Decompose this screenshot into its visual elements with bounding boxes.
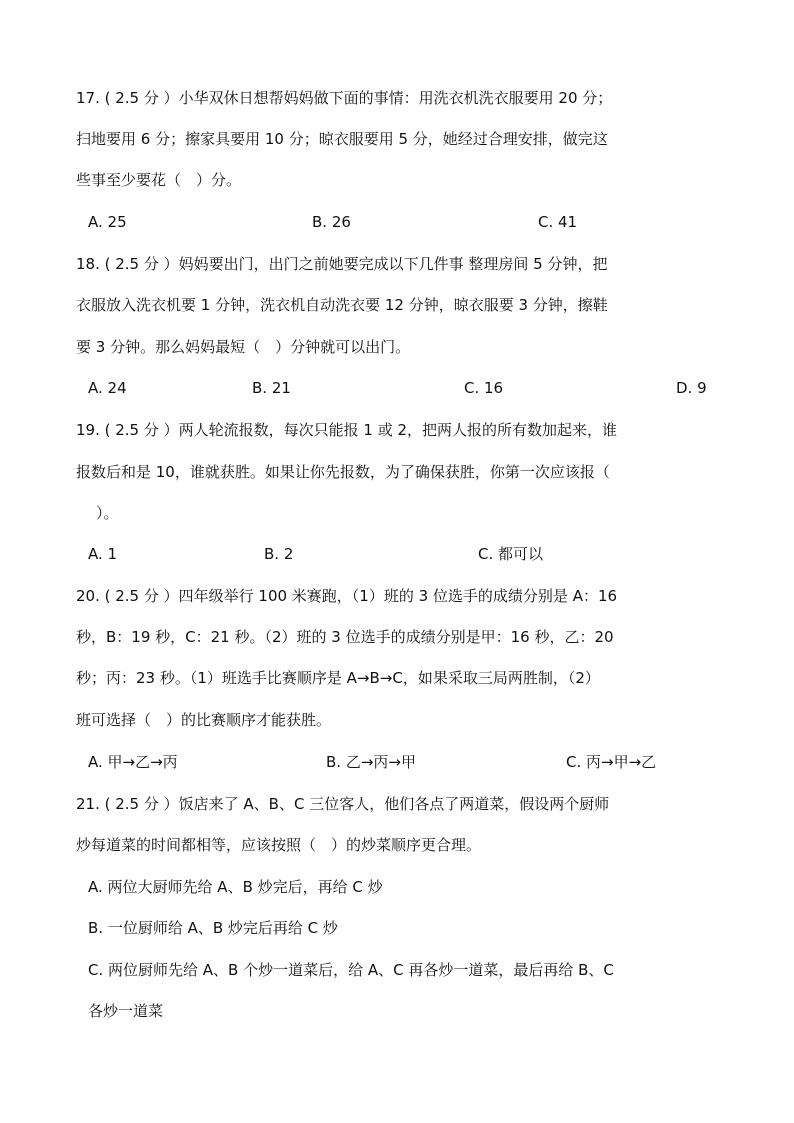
question-20-line-4: 班可选择（ ）的比赛顺序才能获胜。 bbox=[76, 711, 332, 729]
question-18-line-3: 要 3 分钟。那么妈妈最短（ ）分钟就可以出门。 bbox=[76, 338, 411, 356]
question-20-line-1: 20. ( 2.5 分 ）四年级举行 100 米赛跑，（1）班的 3 位选手的成绩分别是 A：16 bbox=[76, 587, 618, 605]
question-17-line-3: 些事至少要花（ ）分。 bbox=[76, 171, 242, 189]
question-21-option-c-continued: 各炒一道菜 bbox=[88, 1002, 164, 1020]
question-21-line-1: 21. ( 2.5 分 ）饭店来了 A、B、C 三位客人，他们各点了两道菜，假设两个厨师 bbox=[76, 795, 610, 813]
question-18-line-1: 18. ( 2.5 分 ）妈妈要出门，出门之前她要完成以下几件事 整理房间 5 分钟，把 bbox=[76, 255, 608, 273]
question-20-option-a[interactable]: A. 甲→乙→丙 bbox=[88, 753, 178, 771]
question-20-line-3: 秒；丙：23 秒。（1）班选手比赛顺序是 A→B→C，如果采取三局两胜制，（2） bbox=[76, 669, 600, 687]
question-19-option-b[interactable]: B. 2 bbox=[264, 545, 294, 563]
question-18-option-d[interactable]: D. 9 bbox=[676, 379, 707, 397]
question-19-option-a[interactable]: A. 1 bbox=[88, 545, 118, 563]
question-18-option-b[interactable]: B. 21 bbox=[252, 379, 291, 397]
question-18-option-a[interactable]: A. 24 bbox=[88, 379, 127, 397]
question-17-line-1: 17. ( 2.5 分 ）小华双休日想帮妈妈做下面的事情：用洗衣机洗衣服要用 20 分； bbox=[76, 89, 613, 107]
question-21-line-2: 炒每道菜的时间都相等，应该按照（ ）的炒菜顺序更合理。 bbox=[76, 836, 482, 854]
question-20-option-c[interactable]: C. 丙→甲→乙 bbox=[566, 753, 657, 771]
question-21-option-b[interactable]: B. 一位厨师给 A、B 炒完后再给 C 炒 bbox=[88, 919, 338, 937]
question-17-option-c[interactable]: C. 41 bbox=[538, 213, 578, 231]
question-19-line-2: 报数后和是 10，谁就获胜。如果让你先报数，为了确保获胜，你第一次应该报（ bbox=[76, 463, 610, 481]
question-19-line-3: ）。 bbox=[96, 504, 119, 522]
question-19-option-c[interactable]: C. 都可以 bbox=[478, 545, 544, 563]
question-21-option-c[interactable]: C. 两位厨师先给 A、B 个炒一道菜后，给 A、C 再各炒一道菜，最后再给 B、C bbox=[88, 961, 614, 979]
question-20-line-2: 秒，B：19 秒，C：21 秒。（2）班的 3 位选手的成绩分别是甲：16 秒，乙：20 bbox=[76, 628, 614, 646]
question-20-option-b[interactable]: B. 乙→丙→甲 bbox=[326, 753, 416, 771]
question-21-option-a[interactable]: A. 两位大厨师先给 A、B 炒完后，再给 C 炒 bbox=[88, 878, 383, 896]
question-18-option-c[interactable]: C. 16 bbox=[464, 379, 504, 397]
question-17-option-a[interactable]: A. 25 bbox=[88, 213, 127, 231]
question-18-line-2: 衣服放入洗衣机要 1 分钟，洗衣机自动洗衣要 12 分钟，晾衣服要 3 分钟，擦鞋 bbox=[76, 296, 608, 314]
question-17-option-b[interactable]: B. 26 bbox=[312, 213, 351, 231]
question-19-line-1: 19. ( 2.5 分 ）两人轮流报数，每次只能报 1 或 2，把两人报的所有数加起来，谁 bbox=[76, 421, 618, 439]
question-17-line-2: 扫地要用 6 分；擦家具要用 10 分；晾衣服要用 5 分，她经过合理安排，做完这 bbox=[76, 130, 608, 148]
